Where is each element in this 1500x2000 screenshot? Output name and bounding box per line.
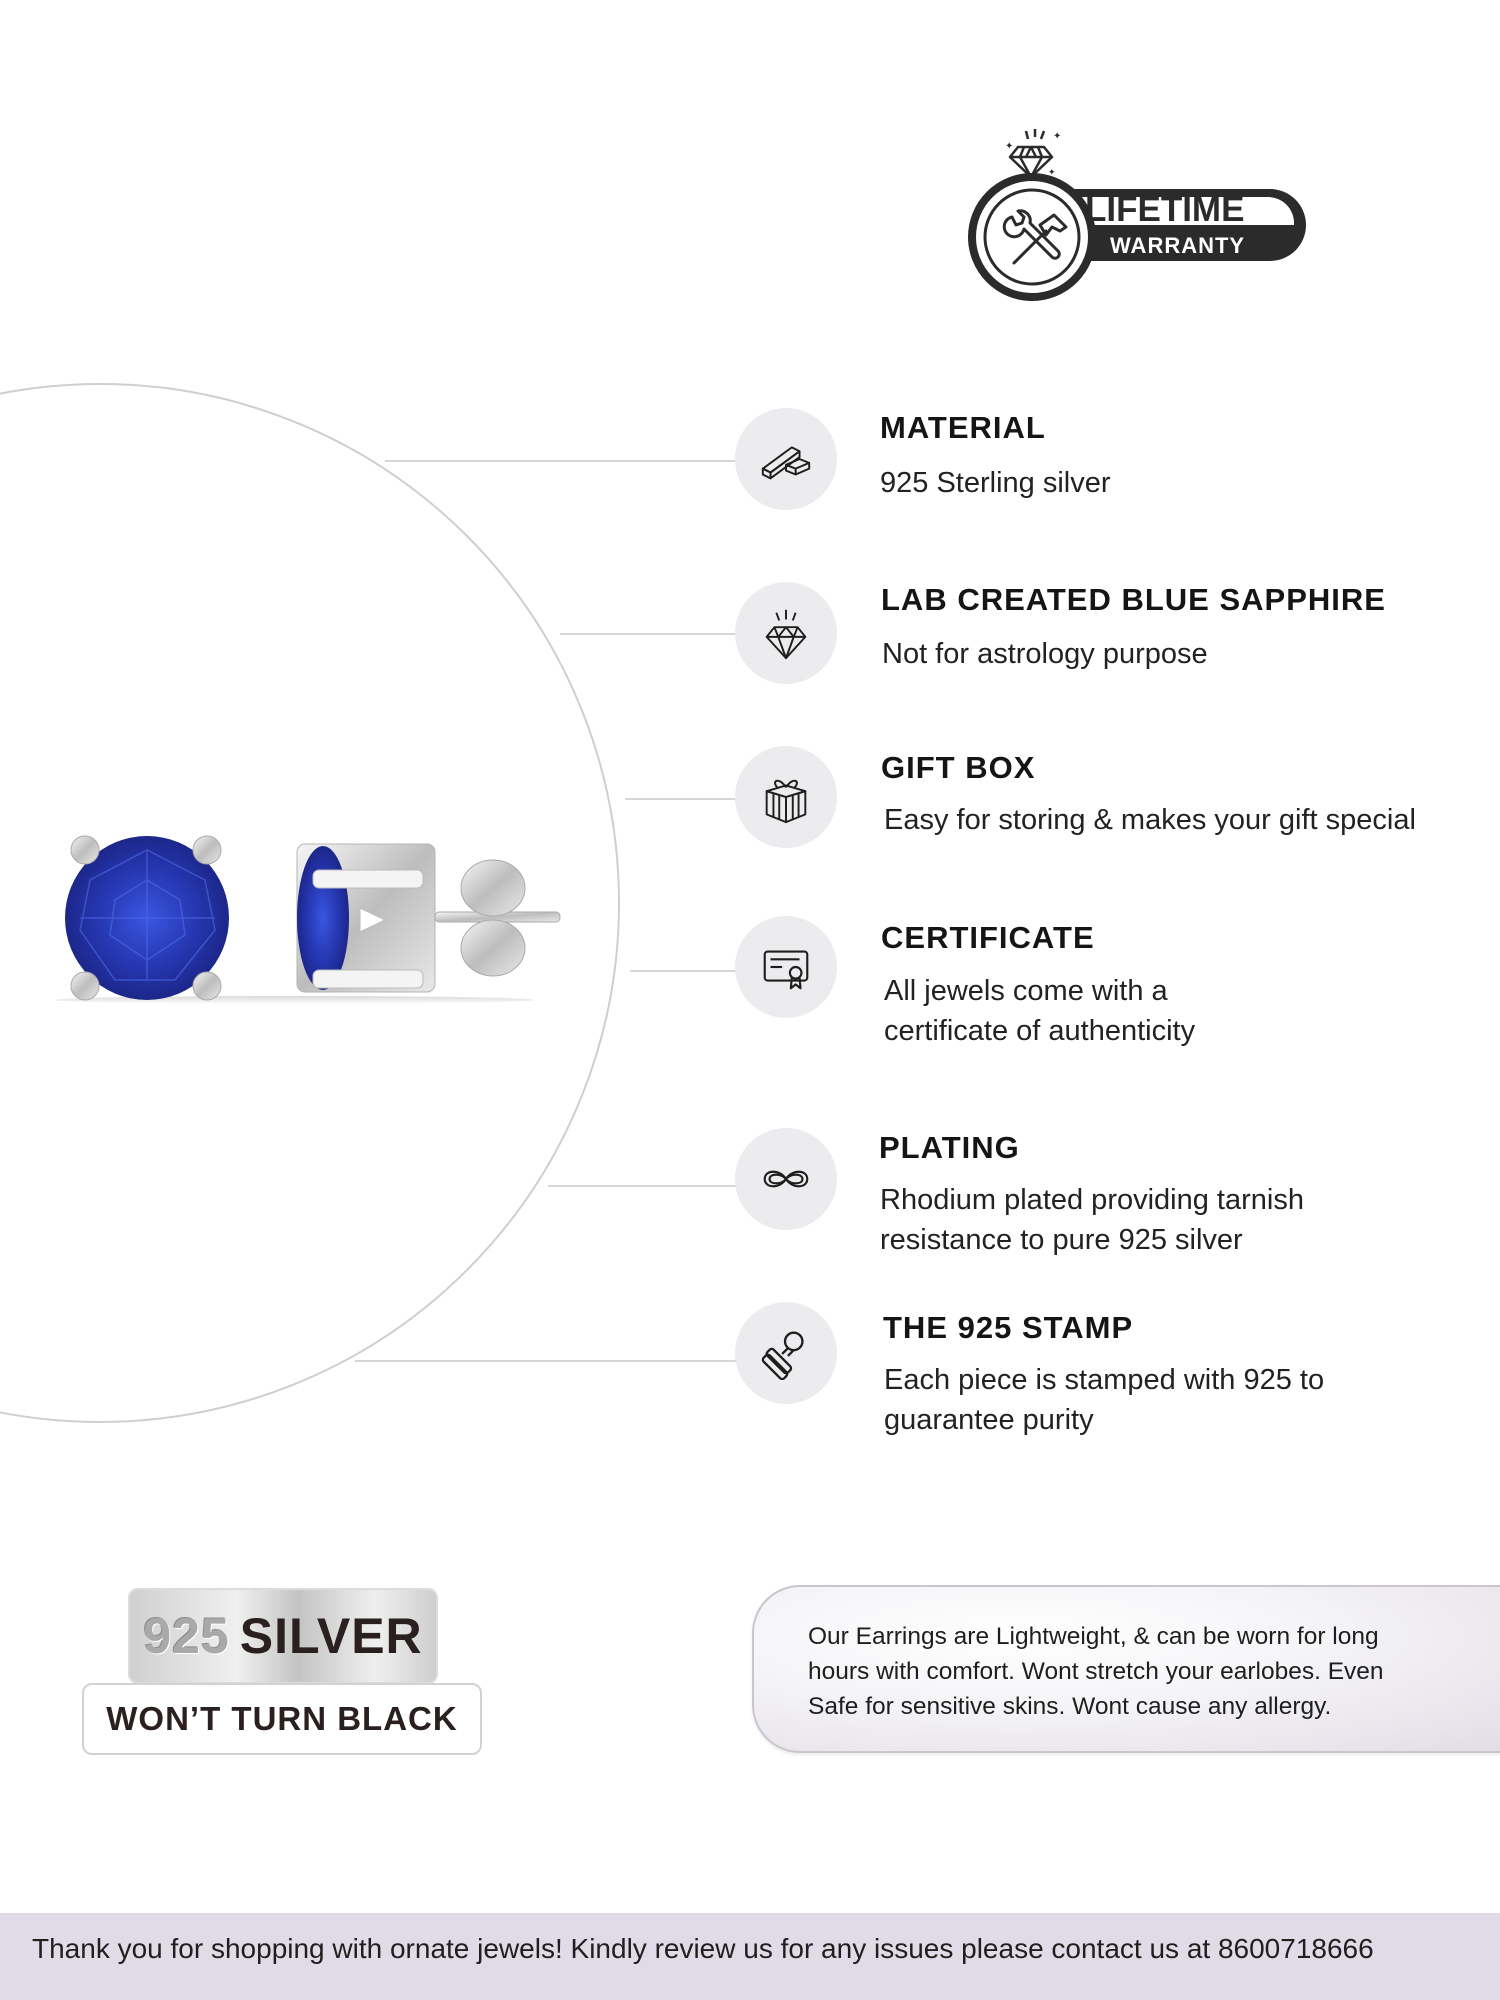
footer-banner	[0, 1913, 1500, 2000]
description-line: hours with comfort. Wont stretch your earlobes. Even	[808, 1658, 1384, 1685]
certificate-icon-circle	[735, 916, 837, 1018]
stamp-icon-circle	[735, 1302, 837, 1404]
connector-line-stamp	[355, 1360, 737, 1362]
svg-text:LIFETIME: LIFETIME	[1085, 190, 1245, 229]
silver-bars-icon	[757, 430, 815, 488]
description-text	[808, 1619, 1384, 1724]
connector-line-sapphire	[560, 633, 737, 635]
certificate-icon	[757, 938, 815, 996]
feature-desc-certificate-2: certificate of authenticity	[884, 1015, 1196, 1047]
silver-purity-number: 925	[143, 1608, 230, 1664]
feature-desc-stamp-2: guarantee purity	[884, 1404, 1094, 1436]
feature-title-gift-box: GIFT BOX	[881, 750, 1036, 785]
wont-turn-black-text: WON’T TURN BLACK	[106, 1700, 458, 1737]
svg-text:✦: ✦	[1005, 141, 1014, 152]
description-box	[752, 1585, 1500, 1753]
diamond-icon	[757, 604, 815, 662]
ring-tools-icon	[960, 125, 1350, 305]
feature-desc-stamp-1: Each piece is stamped with 925 to	[884, 1364, 1325, 1396]
wont-turn-black-label	[82, 1683, 482, 1755]
plating-icon-circle	[735, 1128, 837, 1230]
lifetime-warranty-badge	[960, 125, 1350, 305]
connector-line-plating	[548, 1185, 737, 1187]
feature-desc-gift-box: Easy for storing & makes your gift special	[884, 804, 1416, 836]
earrings-product-image	[55, 820, 595, 1020]
description-line: Safe for sensitive skins. Wont cause any allergy.	[808, 1693, 1332, 1720]
infinity-icon	[757, 1150, 815, 1208]
connector-line-gift-box	[625, 798, 737, 800]
feature-title-plating: PLATING	[879, 1130, 1020, 1165]
connector-line-certificate	[630, 970, 737, 972]
feature-desc-sapphire: Not for astrology purpose	[882, 638, 1208, 670]
feature-desc-plating-1: Rhodium plated providing tarnish	[880, 1184, 1304, 1216]
silver-word: SILVER	[239, 1608, 423, 1664]
feature-desc-certificate-1: All jewels come with a	[884, 975, 1168, 1007]
svg-text:WARRANTY: WARRANTY	[1110, 233, 1246, 258]
description-line: Our Earrings are Lightweight, & can be worn for long	[808, 1623, 1379, 1650]
feature-title-sapphire: LAB CREATED BLUE SAPPHIRE	[881, 582, 1386, 617]
feature-title-certificate: CERTIFICATE	[881, 920, 1095, 955]
feature-desc-plating-2: resistance to pure 925 silver	[880, 1224, 1243, 1256]
stamp-icon	[757, 1324, 815, 1382]
footer-thank-you-text: Thank you for shopping with ornate jewels! Kindly review us for any issues please contact us at 8600718666	[32, 1933, 1374, 1964]
material-icon-circle	[735, 408, 837, 510]
sapphire-icon-circle	[735, 582, 837, 684]
feature-title-material: MATERIAL	[880, 410, 1046, 445]
gift-box-icon	[757, 768, 815, 826]
svg-text:✦: ✦	[1053, 131, 1062, 142]
gift-box-icon-circle	[735, 746, 837, 848]
feature-title-stamp: THE 925 STAMP	[883, 1310, 1134, 1345]
svg-text:✦: ✦	[1048, 167, 1056, 177]
925-silver-plate	[128, 1588, 438, 1684]
feature-desc-material: 925 Sterling silver	[880, 467, 1111, 499]
connector-line-material	[385, 460, 737, 462]
